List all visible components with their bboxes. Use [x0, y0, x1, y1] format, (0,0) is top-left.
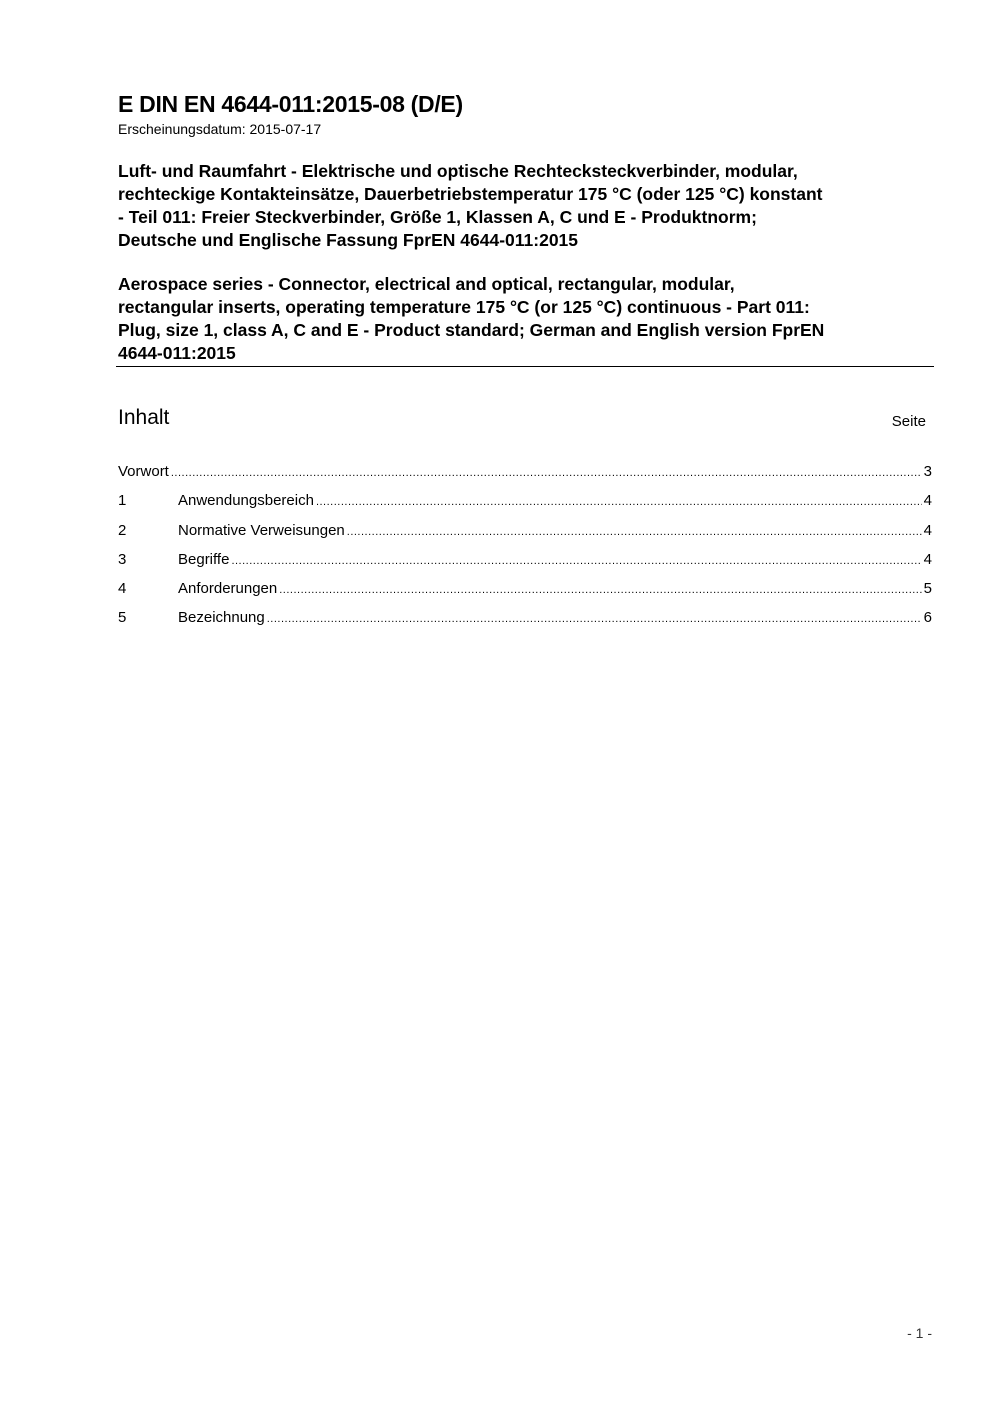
toc-dot-leader [347, 520, 922, 544]
toc-entry-label: Anforderungen [178, 580, 278, 598]
toc-entry-number: 5 [118, 609, 127, 627]
toc-entry-page: 4 [923, 521, 932, 539]
title-english [118, 273, 938, 365]
title-english-line: Aerospace series - Connector, electrical and optical, rectangular, modular, [118, 274, 735, 294]
toc-entry-number: 2 [118, 521, 127, 539]
toc-entry-anwendungsbereich[interactable] [118, 489, 932, 518]
toc-entry-begriffe[interactable] [118, 548, 932, 577]
title-english-line: Plug, size 1, class A, C and E - Product standard; German and English version FprEN [118, 320, 825, 340]
title-german [118, 160, 938, 252]
toc-page-column-label: Seite [891, 413, 926, 430]
title-english-line: rectangular inserts, operating temperature 175 °C (or 125 °C) continuous - Part 011: [118, 297, 810, 317]
publication-date: Erscheinungsdatum: 2015-07-17 [118, 121, 322, 137]
title-english-line: 4644-011:2015 [118, 343, 236, 363]
toc-entry-number: 3 [118, 550, 127, 568]
toc-entry-page: 4 [923, 550, 932, 568]
toc-entry-page: 6 [923, 609, 932, 627]
title-divider [116, 366, 934, 367]
toc-dot-leader [171, 461, 922, 485]
title-german-line: - Teil 011: Freier Steckverbinder, Größe 1, Klassen A, C und E - Produktnorm; [118, 207, 757, 227]
toc-dot-leader [316, 490, 922, 514]
toc-entry-number: 1 [118, 492, 127, 510]
toc-entry-page: 3 [923, 463, 932, 480]
title-german-line: rechteckige Kontakteinsätze, Dauerbetriebstemperatur 175 °C (oder 125 °C) konstant [118, 184, 823, 204]
toc-entry-number: 4 [118, 580, 127, 598]
document-title: E DIN EN 4644-011:2015-08 (D/E) [118, 91, 463, 117]
toc-entry-label: Normative Verweisungen [178, 521, 345, 539]
toc-entry-page: 5 [923, 580, 932, 598]
page-number: - 1 - [907, 1325, 932, 1341]
toc-entry-label: Vorwort [118, 463, 169, 480]
toc-entry-label: Anwendungsbereich [178, 492, 314, 510]
toc-dot-leader [267, 607, 922, 631]
toc-entry-vorwort[interactable] [118, 460, 932, 489]
toc-entry-normative-verweisungen[interactable] [118, 519, 932, 548]
toc-heading: Inhalt [118, 406, 170, 429]
toc-entry-page: 4 [923, 492, 932, 510]
toc-entry-label: Begriffe [178, 550, 230, 568]
title-german-line: Deutsche und Englische Fassung FprEN 4644-011:2015 [118, 230, 579, 250]
toc-entry-anforderungen[interactable] [118, 577, 932, 606]
toc-entry-label: Bezeichnung [178, 609, 265, 627]
table-of-contents [118, 460, 932, 636]
toc-entry-bezeichnung[interactable] [118, 606, 932, 635]
toc-dot-leader [279, 578, 921, 602]
toc-dot-leader [231, 549, 921, 573]
title-german-line: Luft- und Raumfahrt - Elektrische und optische Rechtecksteckverbinder, modular, [118, 161, 798, 181]
